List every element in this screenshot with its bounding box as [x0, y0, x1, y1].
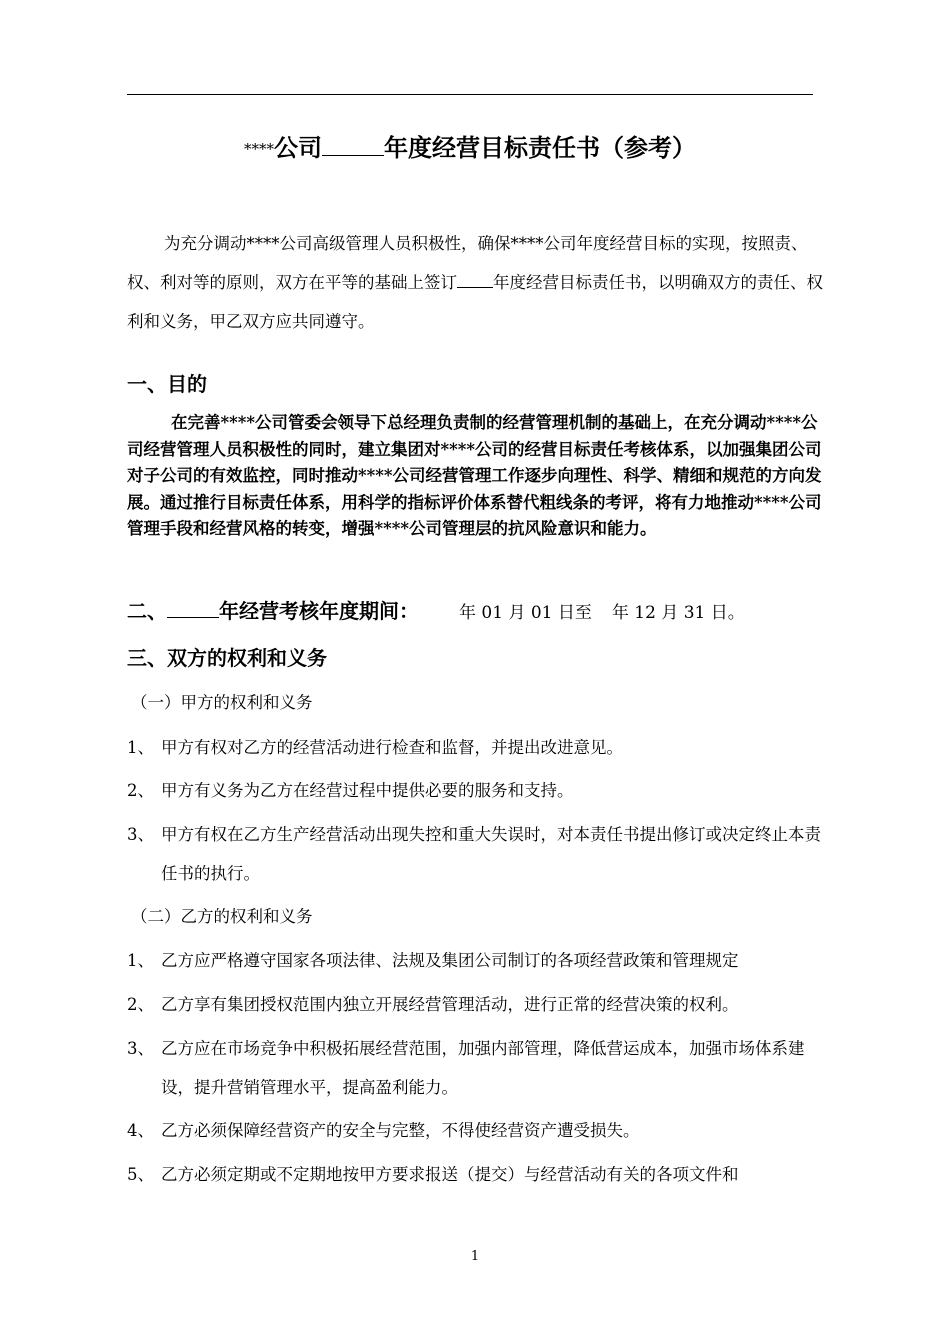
list-item: [127, 1155, 827, 1194]
intro-text-part1: 为充分调动****公司高级管理人员积极性，确保****公司年度经营目标的实现，按照责、权、利对等的原则，双方在平等的基础上签订: [127, 234, 808, 292]
intro-text-part2: 年度经营目标责任书，以明确双方的责任、权利和义务，甲乙双方应共同遵守。: [127, 273, 823, 331]
list-item: [127, 771, 827, 810]
title-suffix: 年度经营目标责任书（参考）: [384, 134, 696, 162]
title-company: 公司: [274, 134, 322, 162]
list-item: [127, 941, 827, 980]
item-text: 乙方必须定期或不定期地按甲方要求报送（提交）与经营活动有关的各项文件和: [161, 1165, 739, 1184]
item-text: 甲方有义务为乙方在经营过程中提供必要的服务和支持。: [161, 781, 574, 800]
item-number: 1、: [127, 738, 154, 757]
title-year-blank: [322, 131, 384, 156]
item-number: 3、: [127, 825, 154, 844]
section2-year-blank: [167, 597, 219, 618]
section2-period: [459, 603, 745, 623]
header-rule: [127, 94, 813, 95]
section1-body: 在完善****公司管委会领导下总经理负责制的经营管理机制的基础上，在充分调动****公司经营管理人员积极性的同时，建立集团对****公司的经营目标责任考核体系，以加强集团公司对子公司的有效监控，同时推动****公司经营管理工作逐步向理性、科学、精细和规范的方向发展。通过推行目标责任体系，用科学的指标评价体系替代粗线条的考评，将有力地推动****公司管理手段和经营风格的转变，增强****公司管理层的抗风险意识和能力。: [127, 413, 822, 538]
item-number: 3、: [127, 1039, 154, 1058]
section2-prefix: 二、: [127, 599, 167, 623]
section2-heading: [127, 597, 745, 627]
item-text: 乙方应在市场竞争中积极拓展经营范围，加强内部管理，降低营运成本，加强市场体系建设，提升营销管理水平，提高盈利能力。: [161, 1039, 805, 1097]
title-stars: ****: [244, 140, 274, 158]
list-item: [127, 1029, 827, 1107]
item-number: 4、: [127, 1121, 154, 1140]
intro-paragraph: [127, 224, 827, 341]
section1-heading: 一、目的: [127, 372, 207, 396]
item-number: 5、: [127, 1165, 154, 1184]
party-b-heading: （二）乙方的权利和义务: [131, 907, 313, 926]
item-number: 2、: [127, 781, 154, 800]
intro-year-blank: [457, 271, 493, 289]
list-item: [127, 985, 827, 1024]
item-text: 甲方有权对乙方的经营活动进行检查和监督，并提出改进意见。: [161, 738, 623, 757]
list-item: [127, 728, 827, 767]
document-title: [127, 131, 813, 165]
period-end: 年 12 月 31 日。: [611, 603, 745, 623]
party-a-heading: （一）甲方的权利和义务: [131, 693, 313, 712]
page-number: 1: [470, 1249, 480, 1264]
item-text: 乙方享有集团授权范围内独立开展经营管理活动，进行正常的经营决策的权利。: [161, 995, 739, 1014]
list-item: [127, 815, 827, 893]
item-text: 甲方有权在乙方生产经营活动出现失控和重大失误时，对本责任书提出修订或决定终止本责任书的执行。: [161, 825, 821, 883]
item-number: 1、: [127, 951, 154, 970]
item-number: 2、: [127, 995, 154, 1014]
section3-heading: 三、双方的权利和义务: [127, 646, 327, 670]
item-text: 乙方应严格遵守国家各项法律、法规及集团公司制订的各项经营政策和管理规定: [161, 951, 739, 970]
section2-title: 年经营考核年度期间：: [219, 599, 419, 623]
item-text: 乙方必须保障经营资产的安全与完整，不得使经营资产遭受损失。: [161, 1121, 640, 1140]
period-start: 年 01 月 01 日至: [459, 603, 592, 623]
list-item: [127, 1111, 827, 1150]
